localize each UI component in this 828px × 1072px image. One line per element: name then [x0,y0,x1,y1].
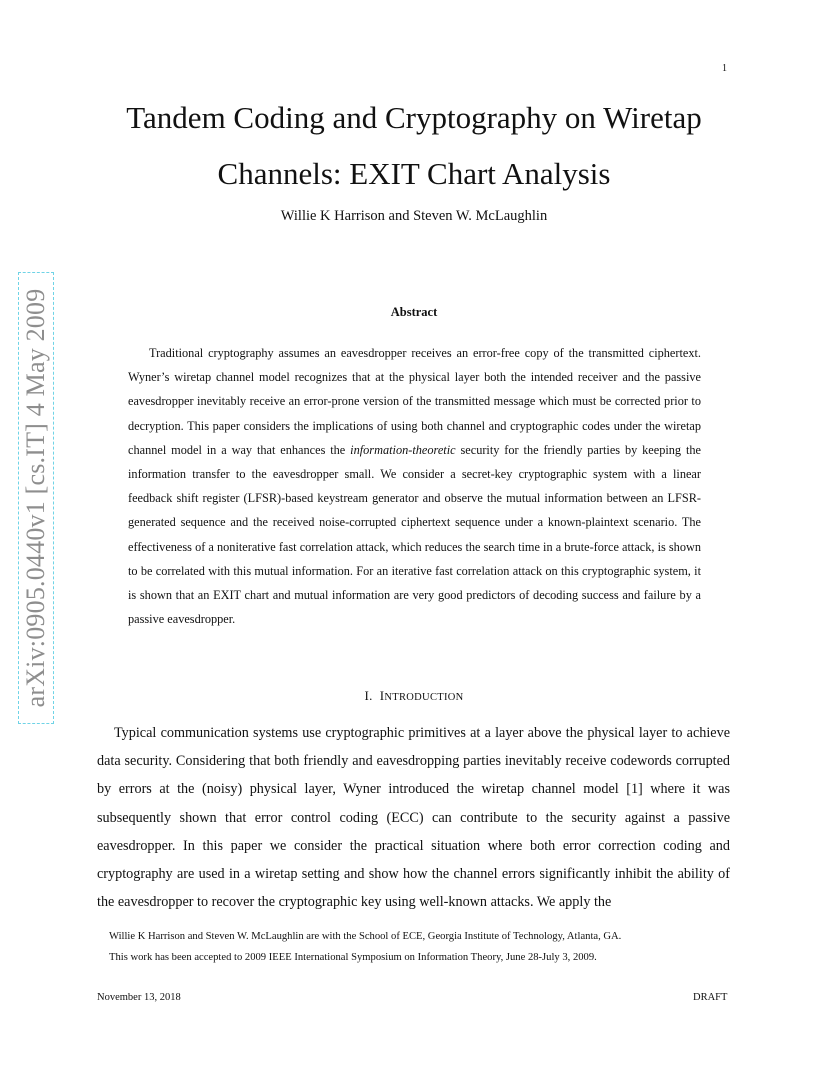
abstract-heading: Abstract [390,305,438,319]
body-paragraph: Typical communication systems use cryptographic primitives at a layer above the physical layer to achieve data security. Considering that both friendly and eavesdropping parties inevitably receive codewords corrupted by errors at the (noisy) physical layer, Wyner introduced the wiretap channel model [1] where it was subsequently shown that error control coding (ECC) can contribute to the security against a passive eavesdropper. In this paper we consider the practical situation where both error correction coding and cryptography are used in a wiretap setting and show how the channel errors significantly inhibit the ability of the eavesdropper to recover the cryptographic key using well-known attacks. We apply the [97,725,730,911]
section-heading [100,688,728,704]
authors: Willie K Harrison and Steven W. McLaughlin [280,208,548,224]
abstract-text-2: security for the friendly parties by keeping the information transfer to the eavesdropper small. We consider a secret-key cryptographic system with a linear feedback shift register (LFSR)-based keystream generator and observe the mutual information between an LFSR-generated sequence and the received noise-corrupted ciphertext sequence under a known-plaintext scenario. The effectiveness of a noniterative fast correlation attack, which reduces the search time in a brute-force attack, is shown to be correlated with this mutual information. For an iterative fast correlation attack on this cryptographic system, it is shown that an EXIT chart and mutual information are very good predictors of decoding success and failure by a passive eavesdropper. [128,442,701,627]
footnote-acceptance: This work has been accepted to 2009 IEEE International Symposium on Information Theory, June 28-July 3, 2009. [109,952,597,963]
footer-date: November 13, 2018 [97,992,181,1003]
abstract-text-1: Traditional cryptography assumes an eavesdropper receives an error-free copy of the transmitted ciphertext. Wyner’s wiretap channel model recognizes that at the physical layer both the intended receiver and the passive eavesdropper inevitably receive an error-prone version of the transmitted message which must be corrected prior to decryption. This paper considers the implications of using both channel and cryptographic codes under the wiretap channel model in a way that enhances the [128,346,701,457]
abstract-body [128,341,701,631]
title-line-1: Tandem Coding and Cryptography on Wiretap [126,100,702,135]
title-line-2: Channels: EXIT Chart Analysis [217,156,611,191]
section-number: I. [364,688,373,703]
paper-title [60,90,768,202]
section-title-rest: NTRODUCTION [384,692,464,703]
footnotes [97,926,737,968]
section-title-initial: I [379,688,385,703]
footer-draft-label: DRAFT [693,992,728,1003]
abstract-emphasis: information-theoretic [350,442,456,457]
arxiv-identifier: arXiv:0905.0440v1 [cs.IT] 4 May 2009 [21,288,50,708]
page-number: 1 [722,63,727,74]
footnote-affiliation: Willie K Harrison and Steven W. McLaughlin are with the School of ECE, Georgia Institute of Technology, Atlanta, GA. [109,931,622,942]
